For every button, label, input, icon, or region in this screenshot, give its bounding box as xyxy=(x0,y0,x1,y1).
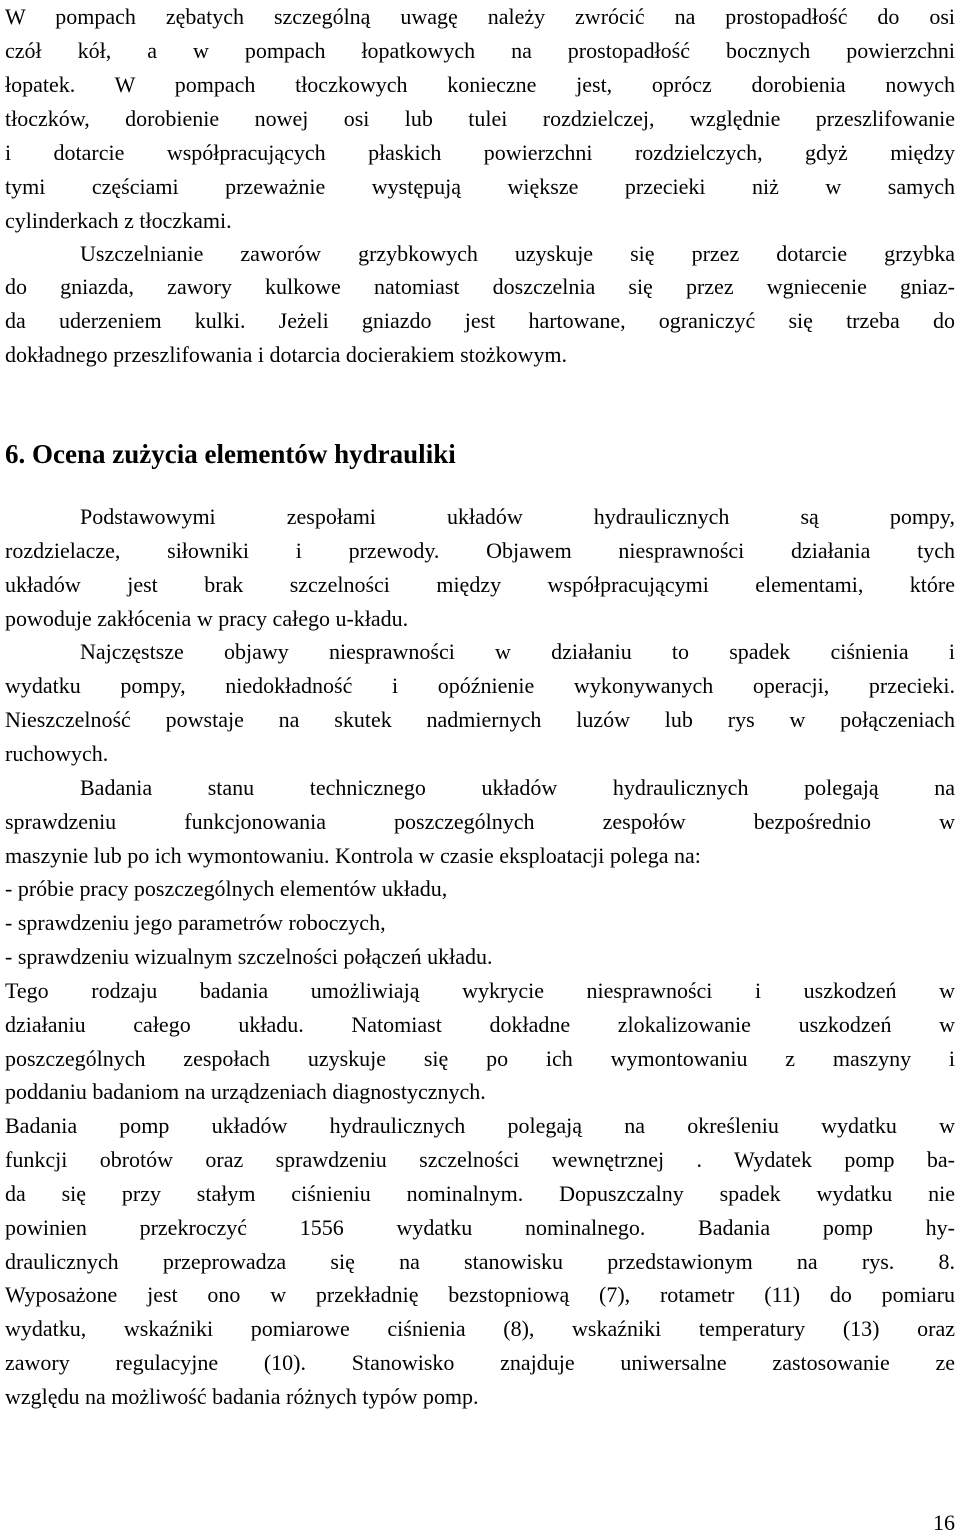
list-item: - próbie pracy poszczególnych elementów układu, xyxy=(5,876,448,901)
paragraph-line: cylinderkach z tłoczkami. xyxy=(5,208,232,233)
paragraph-line: łopatek. W pompach tłoczkowych konieczne jest, oprócz dorobienia nowych xyxy=(5,72,955,97)
paragraph-line: da się przy stałym ciśnieniu nominalnym. Dopuszczalny spadek wydatku nie xyxy=(5,1181,955,1206)
paragraph-line: do gniazda, zawory kulkowe natomiast doszczelnia się przez wgniecenie gniaz- xyxy=(5,274,955,299)
paragraph-line: sprawdzeniu funkcjonowania poszczególnych zespołów bezpośrednio w xyxy=(5,809,955,834)
paragraph-line: działaniu całego układu. Natomiast dokładne zlokalizowanie uszkodzeń w xyxy=(5,1012,955,1037)
paragraph-line: poszczególnych zespołach uzyskuje się po ich wymontowaniu z maszyny i xyxy=(5,1046,955,1071)
paragraph-line: tłoczków, dorobienie nowej osi lub tulei rozdzielczej, względnie przeszlifowanie xyxy=(5,106,955,131)
paragraph-line: Wyposażone jest ono w przekładnię bezstopniową (7), rotametr (11) do pomiaru xyxy=(5,1282,955,1307)
paragraph-line: W pompach zębatych szczególną uwagę należy zwrócić na prostopadłość do osi xyxy=(5,4,955,29)
paragraph-line: Podstawowymi zespołami układów hydraulicznych są pompy, xyxy=(80,504,955,529)
paragraph-line: rozdzielacze, siłowniki i przewody. Objawem niesprawności działania tych xyxy=(5,538,955,563)
list-item: - sprawdzeniu wizualnym szczelności połączeń układu. xyxy=(5,944,493,969)
page-number: 16 xyxy=(933,1510,955,1535)
paragraph-line: funkcji obrotów oraz sprawdzeniu szczelności wewnętrznej . Wydatek pomp ba- xyxy=(5,1147,955,1172)
paragraph-line: draulicznych przeprowadza się na stanowisku przedstawionym na rys. 8. xyxy=(5,1249,955,1274)
paragraph-line: powinien przekroczyć 1556 wydatku nominalnego. Badania pomp hy- xyxy=(5,1215,955,1240)
paragraph-line: tymi częściami przeważnie występują większe przecieki niż w samych xyxy=(5,174,955,199)
paragraph-line: Uszczelnianie zaworów grzybkowych uzyskuje się przez dotarcie grzybka xyxy=(80,241,955,266)
paragraph-line: Badania stanu technicznego układów hydraulicznych polegają na xyxy=(80,775,955,800)
paragraph-line: wydatku, wskaźniki pomiarowe ciśnienia (8), wskaźniki temperatury (13) oraz xyxy=(5,1316,955,1341)
list-item: - sprawdzeniu jego parametrów roboczych, xyxy=(5,910,386,935)
paragraph-line: i dotarcie współpracujących płaskich powierzchni rozdzielczych, gdyż między xyxy=(5,140,955,165)
paragraph-line: Najczęstsze objawy niesprawności w działaniu to spadek ciśnienia i xyxy=(80,639,955,664)
paragraph-line: wydatku pompy, niedokładność i opóźnienie wykonywanych operacji, przecieki. xyxy=(5,673,955,698)
paragraph-line: zawory regulacyjne (10). Stanowisko znajduje uniwersalne zastosowanie ze xyxy=(5,1350,955,1375)
paragraph-line: czół kół, a w pompach łopatkowych na prostopadłość bocznych powierzchni xyxy=(5,38,955,63)
paragraph-line: Tego rodzaju badania umożliwiają wykrycie niesprawności i uszkodzeń w xyxy=(5,978,955,1003)
paragraph-line: względu na możliwość badania różnych typów pomp. xyxy=(5,1384,479,1409)
paragraph-line: ruchowych. xyxy=(5,741,109,766)
section-heading: 6. Ocena zużycia elementów hydrauliki xyxy=(5,439,456,469)
paragraph-line: dokładnego przeszlifowania i dotarcia docierakiem stożkowym. xyxy=(5,342,568,367)
paragraph-line: maszynie lub po ich wymontowaniu. Kontrola w czasie eksploatacji polega na: xyxy=(5,843,701,868)
paragraph-line: układów jest brak szczelności między współpracującymi elementami, które xyxy=(5,572,955,597)
paragraph-line: powoduje zakłócenia w pracy całego u-kładu. xyxy=(5,606,409,631)
paragraph-line: da uderzeniem kulki. Jeżeli gniazdo jest hartowane, ograniczyć się trzeba do xyxy=(5,308,955,333)
paragraph-line: poddaniu badaniom na urządzeniach diagnostycznych. xyxy=(5,1079,486,1104)
paragraph-line: Badania pomp układów hydraulicznych polegają na określeniu wydatku w xyxy=(5,1113,955,1138)
paragraph-line: Nieszczelność powstaje na skutek nadmiernych luzów lub rys w połączeniach xyxy=(5,707,955,732)
